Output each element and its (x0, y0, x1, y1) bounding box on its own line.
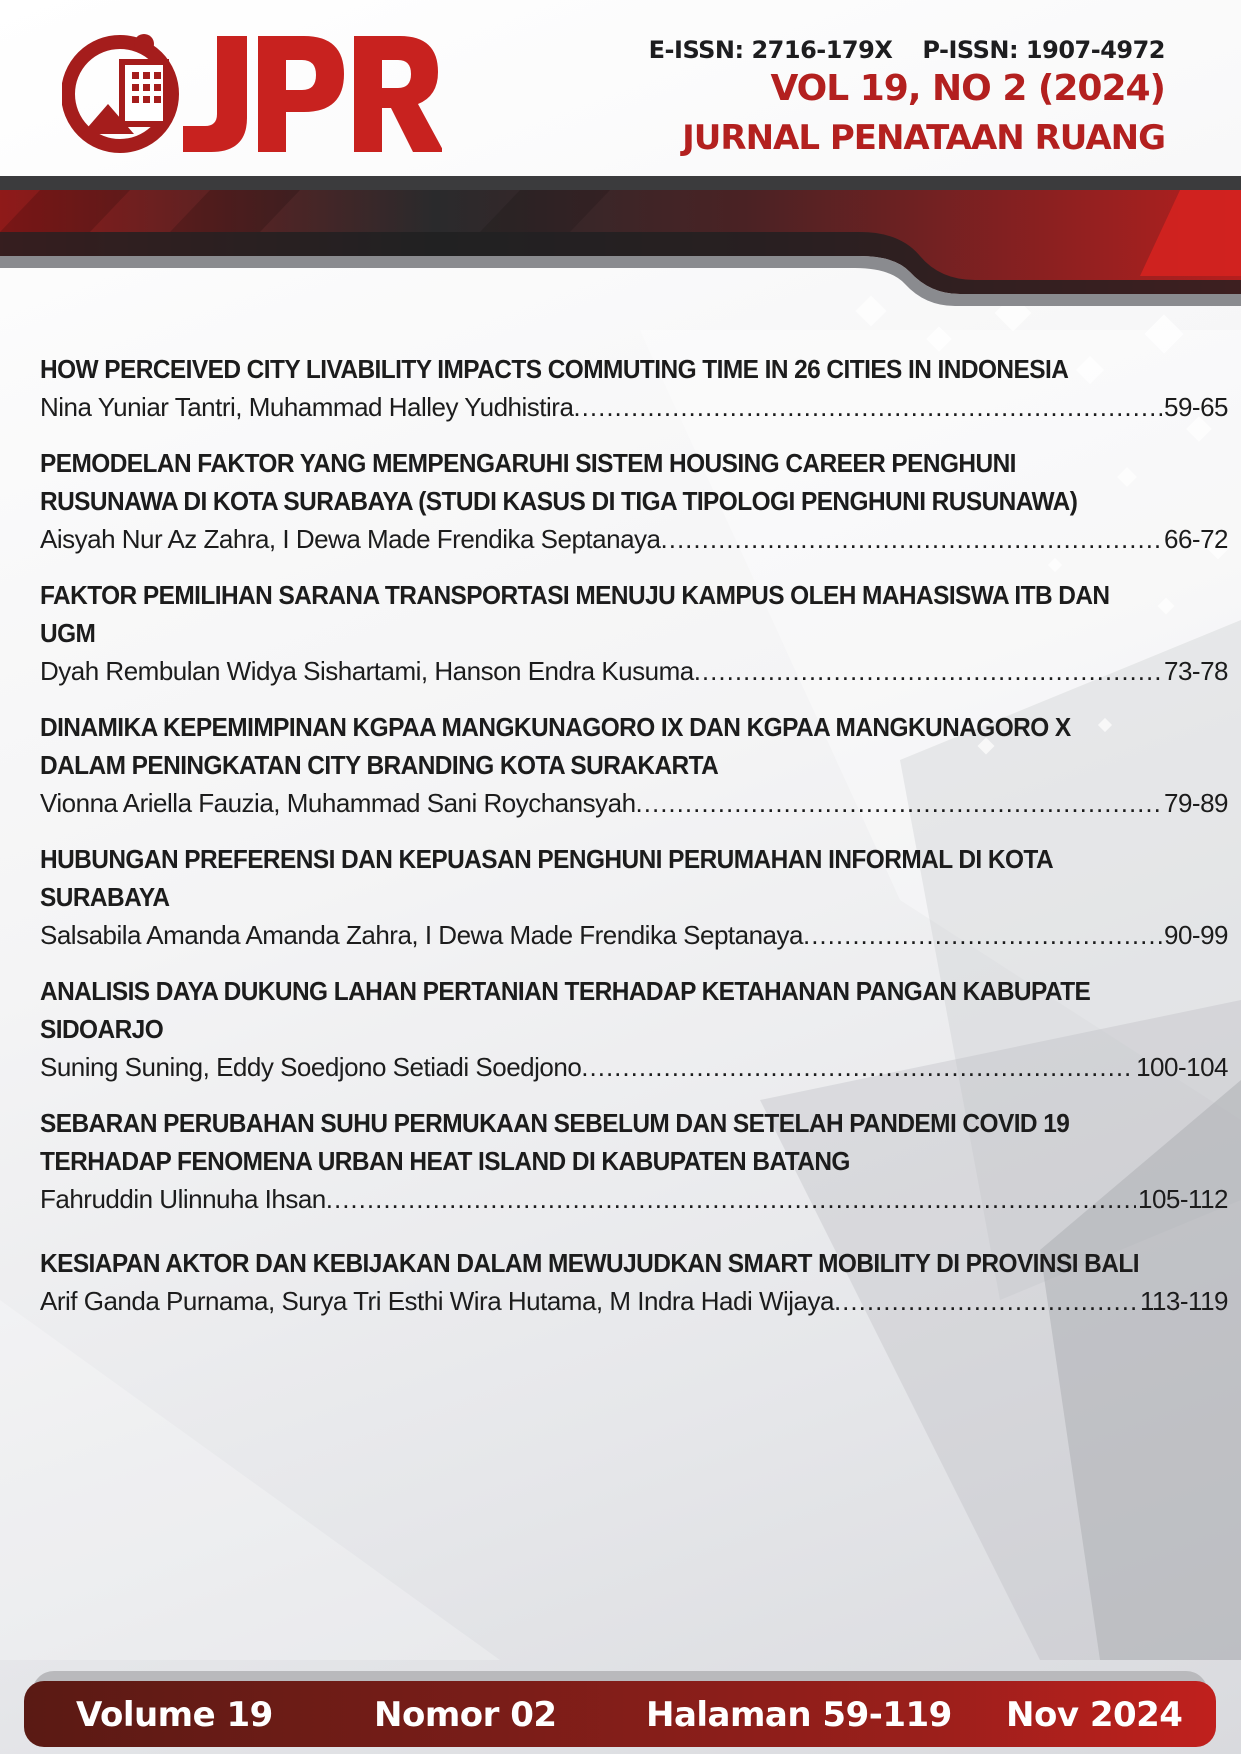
article-title: HUBUNGAN PREFERENSI DAN KEPUASAN PENGHUNI PERUMAHAN INFORMAL DI KOTA SURABAYA (40, 844, 1053, 912)
article-title: DINAMIKA KEPEMIMPINAN KGPAA MANGKUNAGORO IX DAN KGPAA MANGKUNAGORO X DALAM PENINGKATAN CITY BRANDING KOTA SURAKARTA (40, 712, 1071, 780)
article-authors-line (40, 652, 1228, 690)
article-entry[interactable] (40, 840, 1228, 954)
article-authors-line (40, 388, 1228, 426)
article-title: FAKTOR PEMILIHAN SARANA TRANSPORTASI MENUJU KAMPUS OLEH MAHASISWA ITB DAN UGM (40, 580, 1110, 648)
cover-header (0, 0, 1241, 300)
article-pages: 59-65 (1164, 392, 1228, 422)
article-authors: Dyah Rembulan Widya Sishartami, Hanson Endra Kusuma (40, 656, 694, 686)
leader-dots (803, 916, 1162, 954)
footer-bar (24, 1681, 1216, 1747)
footer-volume: Volume 19 (76, 1695, 273, 1735)
cover-footer (24, 1671, 1216, 1747)
article-pages: 113-119 (1139, 1286, 1228, 1316)
article-pages: 100-104 (1136, 1052, 1228, 1082)
logo-emblem-icon (62, 24, 442, 164)
article-pages: 79-89 (1164, 788, 1228, 818)
article-pages: 90-99 (1164, 920, 1228, 950)
article-authors-line (40, 1282, 1228, 1320)
article-authors: Arif Ganda Purnama, Surya Tri Esthi Wira Hutama, M Indra Hadi Wijaya (40, 1286, 834, 1316)
footer-pages: Halaman 59-119 (646, 1695, 952, 1735)
leader-dots (661, 520, 1163, 558)
article-title: PEMODELAN FAKTOR YANG MEMPENGARUHI SISTEM HOUSING CAREER PENGHUNI RUSUNAWA DI KOTA SURABAYA (STUDI KASUS DI TIGA TIPOLOGI PENGHUNI RUSUNAWA) (40, 448, 1078, 516)
footer-number: Nomor 02 (374, 1695, 557, 1735)
article-authors-line (40, 1048, 1228, 1086)
article-pages: 66-72 (1164, 524, 1228, 554)
article-authors-line (40, 784, 1228, 822)
p-issn: P-ISSN: 1907-4972 (922, 36, 1165, 64)
article-pages: 73-78 (1164, 656, 1228, 686)
leader-dots (636, 784, 1162, 822)
article-entry[interactable] (40, 1104, 1228, 1218)
article-authors-line (40, 520, 1228, 558)
article-authors: Vionna Ariella Fauzia, Muhammad Sani Roychansyah (40, 788, 636, 818)
article-title: ANALISIS DAYA DUKUNG LAHAN PERTANIAN TERHADAP KETAHANAN PANGAN KABUPATE SIDOARJO (40, 976, 1091, 1044)
article-title: KESIAPAN AKTOR DAN KEBIJAKAN DALAM MEWUJUDKAN SMART MOBILITY DI PROVINSI BALI (40, 1248, 1139, 1278)
leader-dots (581, 1048, 1134, 1086)
article-entry[interactable] (40, 1244, 1228, 1320)
article-pages: 105-112 (1138, 1184, 1228, 1214)
article-title: HOW PERCEIVED CITY LIVABILITY IMPACTS COMMUTING TIME IN 26 CITIES IN INDONESIA (40, 354, 1069, 384)
article-entry[interactable] (40, 576, 1228, 690)
footer-date: Nov 2024 (1006, 1695, 1183, 1735)
leader-dots (326, 1180, 1136, 1218)
volume-issue: VOL 19, NO 2 (2024) (770, 68, 1165, 109)
issn-line (649, 36, 1165, 64)
header-band (0, 176, 1241, 316)
article-authors-line (40, 1180, 1228, 1218)
article-entry[interactable] (40, 972, 1228, 1086)
article-entry[interactable] (40, 350, 1228, 426)
article-authors: Aisyah Nur Az Zahra, I Dewa Made Frendika Septanaya (40, 524, 661, 554)
table-of-contents (40, 350, 1228, 1338)
article-authors: Salsabila Amanda Amanda Zahra, I Dewa Made Frendika Septanaya (40, 920, 803, 950)
article-authors: Nina Yuniar Tantri, Muhammad Halley Yudhistira (40, 392, 574, 422)
article-entry[interactable] (40, 444, 1228, 558)
article-title: SEBARAN PERUBAHAN SUHU PERMUKAAN SEBELUM DAN SETELAH PANDEMI COVID 19 TERHADAP FENOMENA URBAN HEAT ISLAND DI KABUPATEN BATANG (40, 1108, 1070, 1176)
article-authors-line (40, 916, 1228, 954)
journal-logo (62, 24, 442, 164)
journal-name: JURNAL PENATAAN RUANG (682, 118, 1165, 158)
leader-dots (573, 388, 1162, 426)
article-entry[interactable] (40, 708, 1228, 822)
article-authors: Fahruddin Ulinnuha Ihsan (40, 1184, 326, 1214)
leader-dots (834, 1282, 1138, 1320)
article-authors: Suning Suning, Eddy Soedjono Setiadi Soedjono (40, 1052, 582, 1082)
e-issn: E-ISSN: 2716-179X (648, 36, 893, 64)
leader-dots (694, 652, 1162, 690)
